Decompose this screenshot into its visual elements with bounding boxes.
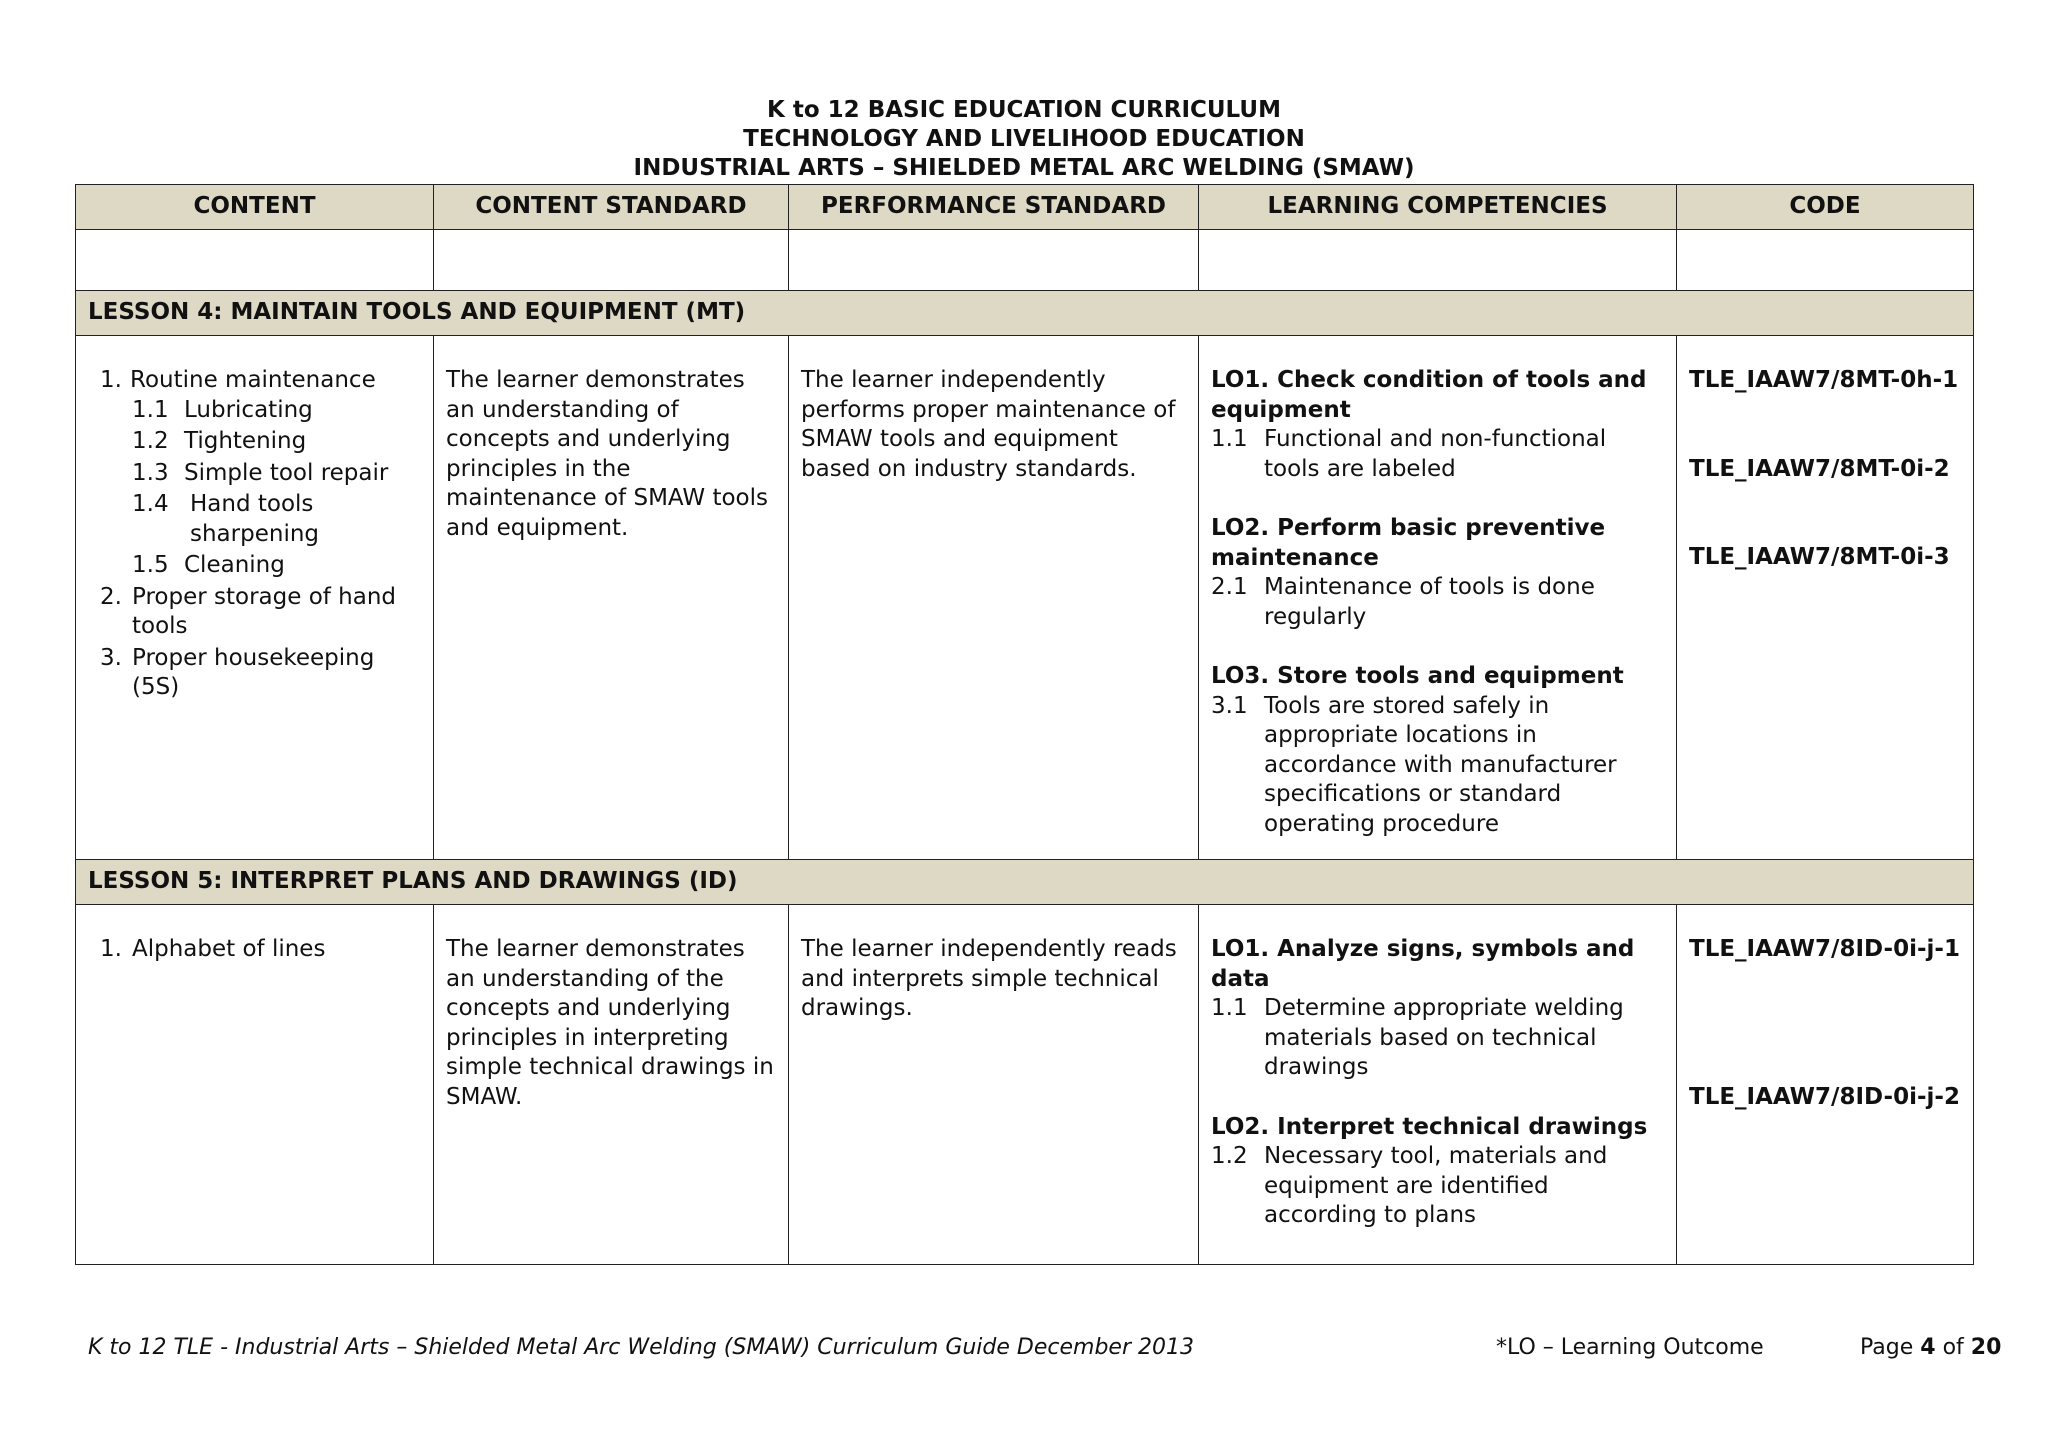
list-item: 1.3 Simple tool repair — [132, 459, 389, 486]
footer-title: K to 12 TLE - Industrial Arts – Shielded Metal Arc Welding (SMAW) Curriculum Guide December 2013 — [88, 1335, 1194, 1360]
lesson-5-content-standard: The learner demonstrates an understanding of the concepts and underlying principles in interpreting simple technical drawings in SMAW. — [434, 905, 789, 1265]
lesson-4-title: LESSON 4: MAINTAIN TOOLS AND EQUIPMENT (MT) — [76, 291, 1974, 336]
header-line-2: TECHNOLOGY AND LIVELIHOOD EDUCATION — [743, 126, 1305, 152]
curriculum-table — [75, 184, 1974, 1265]
table-header-row — [76, 185, 1974, 230]
competency-item: 3.1 Tools are stored safely in appropriate locations in accordance with manufacturer specifications or standard operating procedure — [1211, 692, 1617, 837]
lesson-4-codes — [1677, 336, 1974, 860]
learning-outcome: LO1. Analyze signs, symbols and data — [1211, 936, 1635, 992]
list-item: 1. Routine maintenance — [100, 367, 376, 393]
competency-code: TLE_IAAW7/8MT-0i-3 — [1689, 544, 1950, 570]
lesson-4-competencies — [1199, 336, 1677, 860]
empty-cell — [1677, 230, 1974, 291]
lesson-5-title: LESSON 5: INTERPRET PLANS AND DRAWINGS (ID) — [76, 860, 1974, 905]
column-header-content-standard: CONTENT STANDARD — [434, 185, 789, 230]
lesson-4-content — [76, 336, 434, 860]
lesson-4-content-standard: The learner demonstrates an understanding of concepts and underlying principles in the maintenance of SMAW tools and equipment. — [434, 336, 789, 860]
competency-item: 1.2 Necessary tool, materials and equipment are identified according to plans — [1211, 1143, 1608, 1228]
competency-item: 2.1 Maintenance of tools is done regularly — [1211, 574, 1595, 630]
list-item: 1.4 Hand tools sharpening — [132, 491, 320, 547]
competency-item: 1.1 Determine appropriate welding materials based on technical drawings — [1211, 995, 1624, 1080]
competency-code: TLE_IAAW7/8ID-0i-j-2 — [1689, 1083, 1960, 1110]
learning-outcome: LO3. Store tools and equipment — [1211, 663, 1624, 689]
lesson-4-performance-standard: The learner independently performs proper maintenance of SMAW tools and equipment based on industry standards. — [789, 336, 1199, 860]
empty-cell — [1199, 230, 1677, 291]
list-item: 1.5 Cleaning — [132, 552, 285, 578]
competency-code: TLE_IAAW7/8ID-0i-j-1 — [1689, 936, 1960, 962]
competency-code: TLE_IAAW7/8MT-0i-2 — [1689, 455, 1950, 482]
column-header-content: CONTENT — [76, 185, 434, 230]
empty-cell — [434, 230, 789, 291]
lesson-5-row — [76, 905, 1974, 1265]
lesson-5-competencies — [1199, 905, 1677, 1265]
list-item: 1. Alphabet of lines — [100, 936, 326, 962]
empty-row — [76, 230, 1974, 291]
column-header-performance-standard: PERFORMANCE STANDARD — [789, 185, 1199, 230]
empty-cell — [76, 230, 434, 291]
list-item: 1.2 Tightening — [132, 428, 307, 454]
list-item: 2. Proper storage of hand tools — [100, 583, 397, 639]
learning-outcome: LO2. Perform basic preventive maintenance — [1211, 515, 1606, 571]
footer-note: *LO – Learning Outcome — [1496, 1335, 1764, 1360]
lesson-4-row — [76, 336, 1974, 860]
column-header-learning-competencies: LEARNING COMPETENCIES — [1199, 185, 1677, 230]
lesson-5-codes — [1677, 905, 1974, 1265]
empty-cell — [789, 230, 1199, 291]
lesson-5-performance-standard: The learner independently reads and interprets simple technical drawings. — [789, 905, 1199, 1265]
header-line-1: K to 12 BASIC EDUCATION CURRICULUM — [767, 97, 1281, 123]
header-line-3: INDUSTRIAL ARTS – SHIELDED METAL ARC WELDING (SMAW) — [633, 155, 1415, 181]
learning-outcome: LO1. Check condition of tools and equipment — [1211, 367, 1647, 423]
lesson-4-title-row — [76, 291, 1974, 336]
column-header-code: CODE — [1677, 185, 1974, 230]
lesson-5-title-row — [76, 860, 1974, 905]
lesson-5-content — [76, 905, 434, 1265]
list-item: 1.1 Lubricating — [132, 396, 313, 423]
page-number: Page 4 of 20 — [1860, 1335, 2002, 1360]
learning-outcome: LO2. Interpret technical drawings — [1211, 1113, 1648, 1140]
list-item: 3. Proper housekeeping (5S) — [100, 644, 375, 700]
competency-item: 1.1 Functional and non-functional tools are labeled — [1211, 426, 1607, 482]
competency-code: TLE_IAAW7/8MT-0h-1 — [1689, 367, 1959, 393]
